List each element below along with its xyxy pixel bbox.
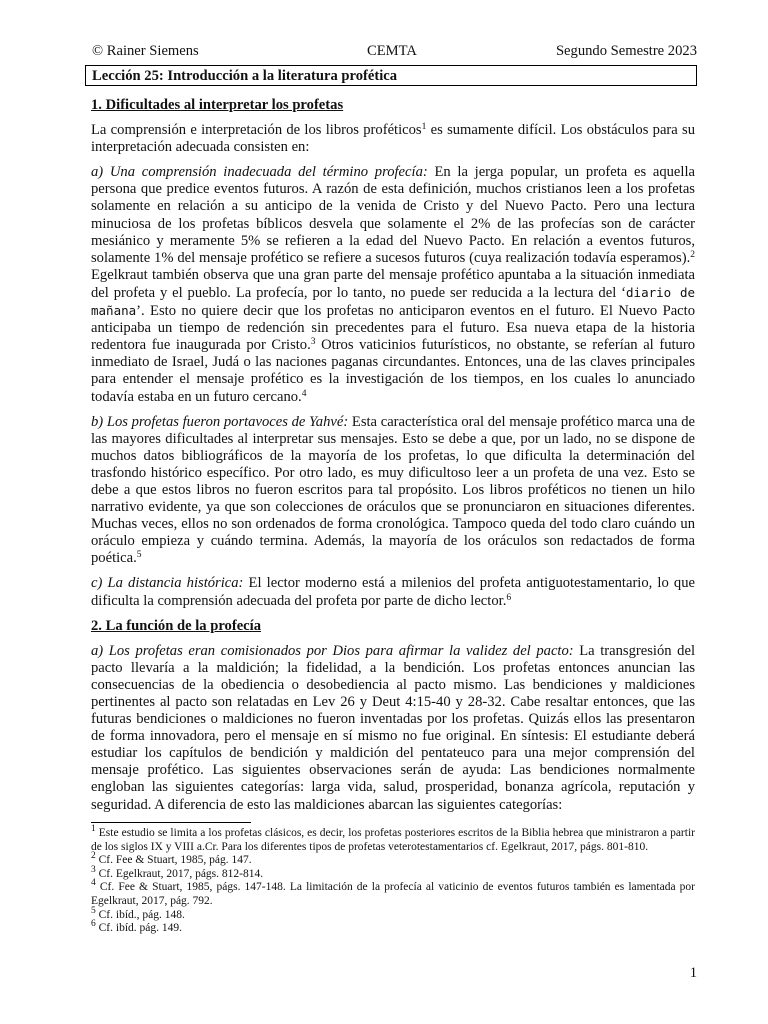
lesson-title-box [85, 65, 697, 86]
section-1-intro-paragraph [91, 122, 695, 156]
section-2-heading: 2. La función de la profecía [91, 617, 261, 634]
paragraph-2a-text: La transgresión del pacto llevaría a la maldición; la fidelidad, a la bendición. Los profetas entonces anuncian las consecuencias de la obediencia o desobediencia al pacto mismo. Las bendiciones y maldiciones pertinentes al pacto son relatadas en Lev 26 y Deut 4:15-40 y 28-32. Cabe resaltar entonces, que las futuras bendiciones o maldiciones no fueron inventadas por los profetas. Quizás ellos las presentaron de forma innovadora, pero el mensaje en sí mismo no fue original. En síntesis: El estudiante deberá estudiar los capítulos de bendición y maldición del pentateuco para una mejor comprensión del mensaje profético. Las siguientes observaciones serán de ayuda: Las bendiciones normalmente engloban las siguientes categorías: larga vida, salud, prosperidad, bonanza agrícola, reputación y seguridad. A diferencia de esto las maldiciones abarcan las siguientes categorías: [91, 642, 696, 813]
footnote-text: Cf. Fee & Stuart, 1985, pág. 147. [95, 854, 252, 867]
paragraph-1b-lead: b) Los profetas fueron portavoces de Yahvé: [91, 413, 349, 430]
footnote-3 [91, 864, 695, 882]
footnote-number: 6 [91, 919, 96, 930]
footnote-2 [91, 851, 695, 868]
paragraph-1a-text-1: En la jerga popular, un profeta es aquella persona que predice eventos futuros. A razón de esta definición, muchos cristianos leen a los profetas solamente en relación a su anticipo de la venida de Cristo y del Nuevo Pacto. Pero una lectura minuciosa de los profetas bíblicos desvela que solamente el 2% de las profecías son de carácter mesiánico y meramente 5% se refieren a la edad del Nuevo Pacto. En relación a eventos futuros, solamente 1% del mensaje profético se refiere a sucesos futuros (cuya realización todavía esperamos). [91, 164, 695, 266]
footnote-text: Cf. ibíd. pág. 149. [95, 922, 182, 935]
footnote-text: Cf. Egelkraut, 2017, págs. 812-814. [95, 867, 264, 880]
lesson-title: Lección 25: Introducción a la literatura profética [92, 68, 398, 84]
paragraph-2a-lead: a) Los profetas eran comisionados por Dios para afirmar la validez del pacto: [91, 642, 574, 659]
footnote-1 [91, 824, 695, 854]
footnote-ref-1[interactable]: 1 [421, 122, 427, 133]
paragraph-1a [91, 164, 695, 405]
header-author: © Rainer Siemens [92, 43, 199, 59]
paragraph-1a-text-4: Otros vaticinios futurísticos, no obstante, se referían al futuro inmediato de Israel, Judá o las naciones paganas circundantes. Entonces, una de las claves principales para entender el mensaje profético es la investigación de los tiempos, en los cuales lo anunciado todavía estaba en un futuro cercano. [91, 337, 695, 405]
footnote-ref-5[interactable]: 5 [136, 550, 142, 561]
footnote-text: Cf. ibíd., pág. 148. [95, 908, 185, 921]
paragraph-1c [91, 575, 695, 609]
footnote-separator [91, 822, 251, 823]
footnotes [91, 824, 695, 936]
main-content [91, 97, 695, 822]
footnote-number: 5 [91, 905, 96, 916]
footnote-ref-4[interactable]: 4 [301, 388, 307, 399]
intro-text-continued: es sumamente difícil. Los obstáculos para su interpretación adecuada consisten en: [91, 122, 696, 156]
footnote-number: 2 [91, 851, 96, 862]
paragraph-1a-lead: a) Una comprensión inadecuada del término profecía: [91, 164, 428, 181]
footnote-5 [91, 905, 695, 923]
paragraph-1c-lead: c) La distancia histórica: [91, 575, 244, 592]
footnote-text: Cf. Fee & Stuart, 1985, págs. 147-148. La limitación de la profecía al vaticinio de eventos futuros también es lamentada por Egelkraut, 2017, pág. 792. [91, 881, 695, 907]
footnote-ref-6[interactable]: 6 [506, 592, 512, 603]
paragraph-1b [91, 414, 695, 568]
paragraph-2a [91, 643, 695, 814]
footnote-6 [91, 919, 695, 936]
header-institution: CEMTA [367, 43, 417, 59]
footnote-number: 4 [91, 878, 96, 889]
paragraph-1c-text: El lector moderno está a milenios del profeta antiguotestamentario, lo que dificulta la comprensión adecuada del profeta por parte de dicho lector. [91, 575, 695, 609]
footnote-number: 3 [91, 864, 96, 875]
header-term: Segundo Semestre 2023 [555, 43, 697, 59]
paragraph-1a-text-2: Egelkraut también observa que una gran parte del mensaje profético apuntaba a la situación inmediata del profeta y el pueblo. La profecía, por lo tanto, no puede ser reducida a la lectura del ‘ [91, 266, 695, 301]
paragraph-1a-text-3: ’. Esto no quiere decir que los profetas no anticiparon eventos en el futuro. El Nuevo Pacto anticipaba un tiempo de redención sin precedentes para el futuro. Esa nueva etapa de la historia redentora fue inaugurada por Cristo. [91, 303, 695, 354]
page-number: 1 [689, 965, 697, 981]
intro-text: La comprensión e interpretación de los libros proféticos [91, 122, 422, 139]
quoted-phrase: diario de mañana [91, 284, 695, 319]
footnote-number: 1 [91, 824, 96, 834]
footnote-4 [91, 878, 695, 908]
section-1-heading: 1. Dificultades al interpretar los profetas [91, 97, 344, 113]
footnote-text: Este estudio se limita a los profetas clásicos, es decir, los profetas posteriores escritos de la Biblia hebrea que ministraron a partir de los siglos IX y VIII a.Cr. Para los diferentes tipos de profetas veterotestamentarios cf. Egelkraut, 2017, págs. 801-810. [91, 827, 695, 853]
paragraph-1b-text: Esta característica oral del mensaje profético marca una de las mayores dificultades al interpretar sus mensajes. Esto se debe a que, por un lado, no se dispone de muchos datos bibliográficos de la mayoría de los profetas, lo que dificulta la determinación del trasfondo histórico específico. Por otro lado, es muy dificultoso leer a un profeta de una vez. Esto se debe a que estos libros no fueron escritos para tal propósito. Los libros proféticos no tienen un hilo narrativo evidente, ya que son colecciones de oráculos que se pronunciaron en situaciones diferentes. Muchas veces, ellos no son ordenados de forma cronológica. Tampoco queda del todo claro cuándo un oráculo empieza y cuándo termina. Además, la mayoría de los oráculos son redactados de forma poética. [91, 413, 695, 567]
footnote-ref-3[interactable]: 3 [310, 337, 316, 348]
footnote-ref-2[interactable]: 2 [690, 249, 695, 260]
